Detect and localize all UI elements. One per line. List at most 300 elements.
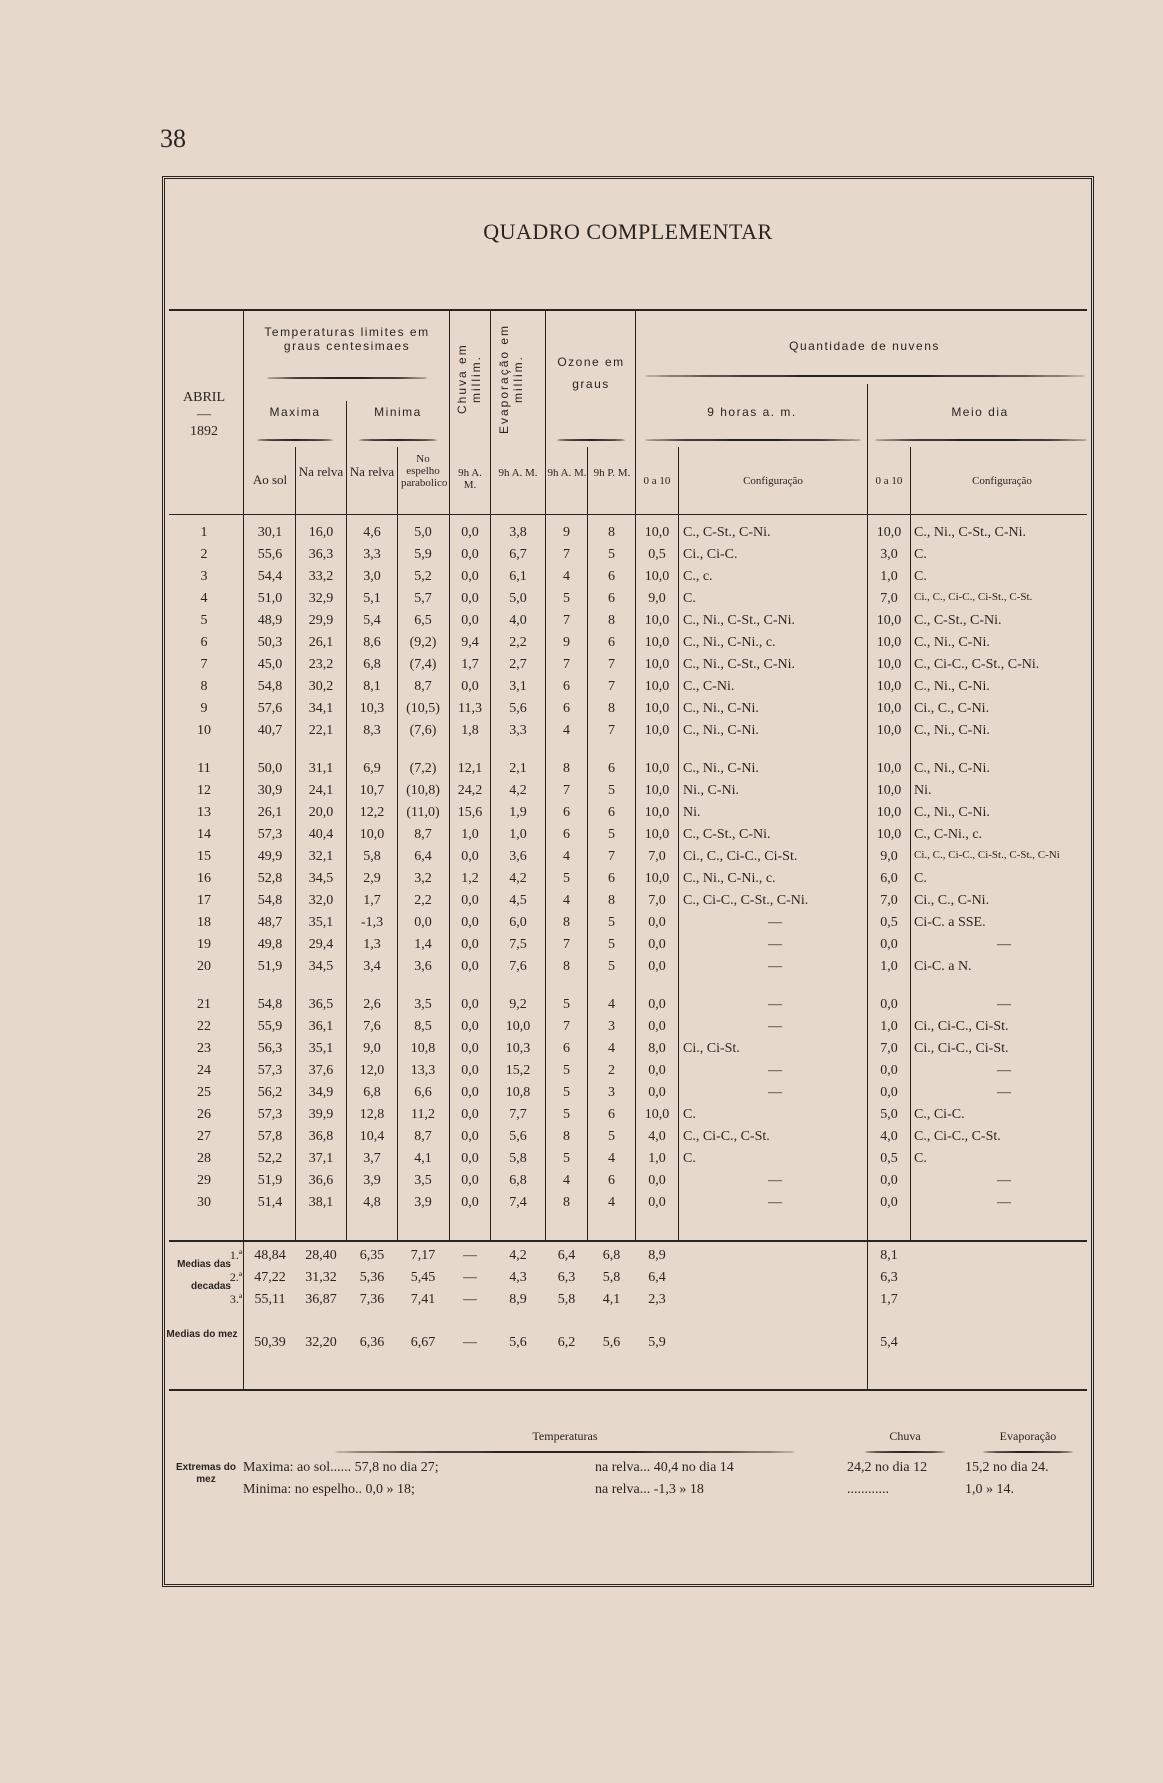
cell: 33,2 xyxy=(308,569,334,584)
cell: 4,6 xyxy=(363,525,381,540)
cell: 10,8 xyxy=(410,1041,436,1056)
cell: — xyxy=(463,1248,477,1263)
cell: C., Ni., C-St., C-Ni. xyxy=(914,525,1027,540)
cell: 10,0 xyxy=(876,679,902,694)
cell: — xyxy=(463,1335,477,1350)
cell: 0,0 xyxy=(461,997,479,1012)
table-frame xyxy=(162,176,1094,1587)
cell: 5 xyxy=(563,1063,570,1078)
cell: 34,1 xyxy=(308,701,334,716)
cell: 10,0 xyxy=(876,525,902,540)
table-row xyxy=(165,723,1091,745)
cell: 3,2 xyxy=(414,871,432,886)
cell: 1,7 xyxy=(461,657,479,672)
cell: 10,0 xyxy=(644,761,670,776)
extremas-evaporacao-header: Evaporação xyxy=(999,1429,1057,1443)
cell: — xyxy=(768,1233,782,1248)
rule-summary-bottom xyxy=(169,1389,1087,1391)
cell: 7 xyxy=(563,937,570,952)
cell: 0,0 xyxy=(461,679,479,694)
cell: 27 xyxy=(197,1129,211,1144)
cell: 3,3 xyxy=(509,723,527,738)
cell: 30,1 xyxy=(257,525,283,540)
cell: 51,4 xyxy=(257,1195,283,1210)
cell: 5,36 xyxy=(359,1270,385,1285)
cell: — xyxy=(768,959,782,974)
cell: 39,9 xyxy=(308,1107,334,1122)
cell: 5,7 xyxy=(414,591,432,606)
ozone-am-header: 9h A. M. xyxy=(547,467,587,479)
cell: 10,0 xyxy=(876,805,902,820)
cell: 50,39 xyxy=(254,1335,286,1350)
cell: 28 xyxy=(197,1151,211,1166)
cell: 3,3 xyxy=(363,547,381,562)
cell: 13,3 xyxy=(410,1063,436,1078)
cell: 7,17 xyxy=(410,1248,436,1263)
cell: 4,8 xyxy=(363,1195,381,1210)
cell: C., Ci-C., C-St., C-Ni. xyxy=(683,893,809,908)
cell: 50,0 xyxy=(257,761,283,776)
cell: 1,4 xyxy=(414,937,432,952)
cell: 26,1 xyxy=(257,805,283,820)
cell: 0,0 xyxy=(880,1195,898,1210)
cell: 35,1 xyxy=(308,1041,334,1056)
cell: 40,4 xyxy=(308,827,334,842)
cell: 22 xyxy=(197,1019,211,1034)
brace xyxy=(645,439,861,441)
cell: — xyxy=(768,997,782,1012)
cell: -1,3 xyxy=(360,915,384,930)
cell: 0,0 xyxy=(461,1173,479,1188)
cell: 38,1 xyxy=(308,1195,334,1210)
cell: 56,2 xyxy=(257,1085,283,1100)
cell: 7,0 xyxy=(648,849,666,864)
cell: — xyxy=(416,1233,430,1248)
cell: (7,6) xyxy=(409,723,437,738)
brace xyxy=(645,375,1085,377)
cell: 10,0 xyxy=(644,1107,670,1122)
cell: (7,2) xyxy=(409,761,437,776)
cell: 0,0 xyxy=(461,937,479,952)
cell: 14 xyxy=(197,827,211,842)
cell: 10,0 xyxy=(644,525,670,540)
cell: 48,9 xyxy=(257,613,283,628)
cell: 6 xyxy=(563,827,570,842)
cell: 2,2 xyxy=(414,893,432,908)
cell: 52,2 xyxy=(257,1151,283,1166)
cell: 3,9 xyxy=(363,1173,381,1188)
cell: 57,8 xyxy=(257,1129,283,1144)
cell: 29 xyxy=(197,1173,211,1188)
cell: 0,0 xyxy=(461,591,479,606)
cell: C., C-St., C-Ni. xyxy=(683,525,771,540)
extremas-label: Extremas do mez xyxy=(175,1462,237,1485)
table-row xyxy=(165,761,1091,783)
cell: 10,0 xyxy=(876,761,902,776)
cell: 0,0 xyxy=(880,1063,898,1078)
cell: Ci., C., Ci-C., Ci-St., C-St., C-Ni xyxy=(914,849,1060,861)
table-row xyxy=(165,1195,1091,1217)
cell: 0,0 xyxy=(880,1085,898,1100)
cell: 1,0 xyxy=(880,1019,898,1034)
cell: (10,8) xyxy=(406,783,440,798)
cell: 1,0 xyxy=(648,1151,666,1166)
cell: 7 xyxy=(608,723,615,738)
cell: 6,0 xyxy=(509,915,527,930)
cell: 12,8 xyxy=(359,1107,385,1122)
cell: 6 xyxy=(608,1173,615,1188)
cell: 12 xyxy=(197,783,211,798)
cell: 23,2 xyxy=(308,657,334,672)
cell: 10,0 xyxy=(644,871,670,886)
cell: — xyxy=(997,1195,1011,1210)
extrema-maxima-chuva: 24,2 no dia 12 xyxy=(847,1460,928,1475)
cell: 26 xyxy=(197,1107,211,1122)
cell: 2,2 xyxy=(509,635,527,650)
table-row xyxy=(165,805,1091,827)
cell: C. xyxy=(914,569,927,584)
cell: C., Ni., C-Ni. xyxy=(914,723,990,738)
cell: — xyxy=(463,1292,477,1307)
minima-header: Minima xyxy=(374,405,422,419)
cell: 2,3 xyxy=(648,1292,666,1307)
cell: 0,0 xyxy=(648,1195,666,1210)
cell: 31,1 xyxy=(308,761,334,776)
table-row xyxy=(165,1129,1091,1151)
cell: 3 xyxy=(608,1019,615,1034)
cell: 21 xyxy=(197,997,211,1012)
cell: 3,0 xyxy=(363,569,381,584)
cell: 8 xyxy=(563,1195,570,1210)
cell: 5 xyxy=(563,591,570,606)
cell: 0,0 xyxy=(461,1085,479,1100)
cell: 1,0 xyxy=(461,827,479,842)
cell: 5,4 xyxy=(363,613,381,628)
cell: 7,0 xyxy=(880,893,898,908)
cell: 5 xyxy=(608,937,615,952)
cell: 1,8 xyxy=(461,723,479,738)
cell: 31,32 xyxy=(305,1270,337,1285)
cell: 8 xyxy=(563,959,570,974)
cell: 37,6 xyxy=(308,1063,334,1078)
cell: 48,7 xyxy=(257,915,283,930)
cell: C., C-St., C-Ni. xyxy=(683,827,771,842)
cell: 0,5 xyxy=(880,915,898,930)
table-row xyxy=(165,783,1091,805)
cell: 0,0 xyxy=(648,997,666,1012)
cell: 1,7 xyxy=(363,893,381,908)
cell: 7 xyxy=(563,547,570,562)
cell: 30,9 xyxy=(257,783,283,798)
cell: 7,6 xyxy=(509,959,527,974)
cell: 57,3 xyxy=(257,1107,283,1122)
cell: 32,20 xyxy=(305,1335,337,1350)
table-row xyxy=(165,1151,1091,1173)
temperature-group-header: Temperaturas limites em graus centesimaes xyxy=(264,325,430,353)
table-title: QUADRO COMPLEMENTAR xyxy=(483,219,773,244)
cell: 0,0 xyxy=(461,547,479,562)
escala-9h-header: 0 a 10 xyxy=(643,475,671,487)
cell: 2,9 xyxy=(363,871,381,886)
cell: C., Ci-C., C-St., C-Ni. xyxy=(914,657,1040,672)
cell: 0,0 xyxy=(648,1019,666,1034)
cell: 7,0 xyxy=(648,893,666,908)
brace xyxy=(865,1451,945,1453)
cell: 7,36 xyxy=(359,1292,385,1307)
cell: 10 xyxy=(197,723,211,738)
cell: 6 xyxy=(563,805,570,820)
cell: 8,7 xyxy=(414,1129,432,1144)
cell: 5,1 xyxy=(363,591,381,606)
cell: C., C-St., C-Ni. xyxy=(914,613,1002,628)
cell: 5,0 xyxy=(509,591,527,606)
decada-row xyxy=(165,1248,1091,1270)
cell: 5 xyxy=(563,1107,570,1122)
cell: 8,1 xyxy=(880,1248,898,1263)
cell: 52,8 xyxy=(257,871,283,886)
cell: 6,4 xyxy=(557,1248,576,1263)
cell: 8,6 xyxy=(363,635,381,650)
cell: 8 xyxy=(608,893,615,908)
cell: 56,3 xyxy=(257,1041,283,1056)
cell: — xyxy=(511,1233,525,1248)
cell: — xyxy=(604,1233,619,1248)
cell: 2,1 xyxy=(509,761,527,776)
cell: 6,2 xyxy=(557,1335,576,1350)
cell: 0,0 xyxy=(648,1063,666,1078)
cell: 5,6 xyxy=(509,701,527,716)
extrema-minima-evap: 1,0 » 14. xyxy=(965,1482,1014,1497)
cell: C. xyxy=(683,1151,696,1166)
cell: 45,0 xyxy=(257,657,283,672)
cell: C. xyxy=(914,547,927,562)
cell: 8 xyxy=(200,679,208,694)
brace xyxy=(359,439,437,441)
cell: 7 xyxy=(608,679,615,694)
cell: — xyxy=(768,1173,782,1188)
cell: 5 xyxy=(563,997,570,1012)
cell: 4 xyxy=(608,1151,615,1166)
cell: C. xyxy=(914,1151,927,1166)
extrema-maxima-evap: 15,2 no dia 24. xyxy=(965,1460,1049,1475)
cell: 37,1 xyxy=(308,1151,334,1166)
cell: 8 xyxy=(563,1129,570,1144)
cell: — xyxy=(997,1085,1011,1100)
medias-decadas-label: Medias das decadas xyxy=(177,1259,231,1292)
cell: 0,0 xyxy=(461,849,479,864)
cell: 6 xyxy=(608,871,615,886)
na-relva-max-header: Na relva xyxy=(298,464,344,479)
nove-horas-header: 9 horas a. m. xyxy=(707,405,797,419)
cell: 20,0 xyxy=(308,805,334,820)
cell: 24 xyxy=(197,1063,211,1078)
table-row xyxy=(165,1107,1091,1129)
cell: — xyxy=(882,1233,896,1248)
cell: 0,0 xyxy=(648,1173,666,1188)
cell: 4,5 xyxy=(509,893,527,908)
cell: 6,3 xyxy=(880,1270,898,1285)
cell: 6 xyxy=(563,679,570,694)
cell: Ci., C., Ci-C., Ci-St. xyxy=(683,849,798,864)
cell: Ci., C., Ci-C., Ci-St., C-St. xyxy=(914,591,1033,603)
cell: 32,0 xyxy=(308,893,334,908)
cell: 5,8 xyxy=(509,1151,527,1166)
table-row xyxy=(165,959,1091,981)
cell: 7,7 xyxy=(509,1107,527,1122)
cell: (11,0) xyxy=(406,805,440,820)
cell: 36,3 xyxy=(308,547,334,562)
decada-row xyxy=(165,1292,1091,1314)
cell: 4 xyxy=(563,723,570,738)
cell: 55,6 xyxy=(257,547,283,562)
cell: 8 xyxy=(608,701,615,716)
ozone-pm-header: 9h P. M. xyxy=(593,467,631,479)
cell: 10,0 xyxy=(644,805,670,820)
brace xyxy=(335,1451,795,1453)
table-row xyxy=(165,1063,1091,1085)
cell: 32,1 xyxy=(308,849,334,864)
cell: Ni. xyxy=(914,783,932,798)
cell: 12,0 xyxy=(359,1063,385,1078)
cell: 26,1 xyxy=(308,635,334,650)
medias-mez-label: Medias do mez xyxy=(166,1329,238,1340)
table-row xyxy=(165,915,1091,937)
cell: 5,4 xyxy=(880,1335,898,1350)
cell: 7,5 xyxy=(509,937,527,952)
table-row xyxy=(165,635,1091,657)
cell: 0,0 xyxy=(461,1129,479,1144)
cell: C., Ni., C-Ni. xyxy=(914,635,990,650)
cell: 3,1 xyxy=(509,679,527,694)
cell: — xyxy=(997,997,1011,1012)
brace xyxy=(267,377,427,379)
month-header: ABRIL — 1892 xyxy=(183,390,225,439)
cell: 4,0 xyxy=(509,613,527,628)
cell: 10,0 xyxy=(644,613,670,628)
cell: 1,9 xyxy=(509,805,527,820)
cell: 6 xyxy=(608,761,615,776)
cell: 17 xyxy=(197,893,211,908)
cell: 7 xyxy=(563,783,570,798)
cell: 10,0 xyxy=(876,613,902,628)
table-row xyxy=(165,893,1091,915)
cell: 22,1 xyxy=(308,723,334,738)
nuvens-header: Quantidade de nuvens xyxy=(789,339,940,353)
cell: 0,0 xyxy=(880,937,898,952)
extremas-chuva-header: Chuva xyxy=(889,1429,921,1443)
cell: 5,6 xyxy=(509,1129,527,1144)
brace xyxy=(557,439,625,441)
cell: C., c. xyxy=(683,569,713,584)
cell: 4,1 xyxy=(414,1151,432,1166)
cell: 29,9 xyxy=(308,613,334,628)
cell: 28,40 xyxy=(305,1248,337,1263)
cell: 10,3 xyxy=(359,701,385,716)
table-row xyxy=(165,1019,1091,1041)
table-row xyxy=(165,937,1091,959)
cell: C., Ci-C., C-St. xyxy=(914,1129,1001,1144)
cell: 57,3 xyxy=(257,1063,283,1078)
cell: 7 xyxy=(563,1019,570,1034)
cell: 8,5 xyxy=(414,1019,432,1034)
cell: 1,0 xyxy=(880,569,898,584)
cell: 8,9 xyxy=(648,1248,666,1263)
cell: C., C-Ni., c. xyxy=(914,827,983,842)
extrema-maxima-relva: na relva... 40,4 no dia 14 xyxy=(595,1460,734,1475)
cell: 5,8 xyxy=(363,849,381,864)
cell: 10,0 xyxy=(876,783,902,798)
cell: 9,2 xyxy=(509,997,527,1012)
cell: 15,2 xyxy=(505,1063,531,1078)
cell: 3 xyxy=(608,1085,615,1100)
cell: 19 xyxy=(197,937,211,952)
cell: 8,3 xyxy=(363,723,381,738)
cell: — xyxy=(997,1173,1011,1188)
cell: 0,0 xyxy=(461,525,479,540)
cell: 20 xyxy=(197,959,211,974)
cell: 6,5 xyxy=(414,613,432,628)
cell: 9,4 xyxy=(461,635,479,650)
cell: — xyxy=(768,1063,782,1078)
cell: 3,6 xyxy=(414,959,432,974)
cell: — xyxy=(650,1233,664,1248)
cell: — xyxy=(997,937,1011,952)
cell: 10,0 xyxy=(644,679,670,694)
cell: 5,8 xyxy=(602,1270,621,1285)
cell: 6,7 xyxy=(509,547,527,562)
cell: 5 xyxy=(200,613,208,628)
cell: 18 xyxy=(197,915,211,930)
cell: 8,1 xyxy=(363,679,381,694)
evap-hour-header: 9h A. M. xyxy=(498,467,538,479)
cell: 4 xyxy=(608,1041,615,1056)
cell: (10,5) xyxy=(406,701,440,716)
cell: 5 xyxy=(563,1085,570,1100)
cell: 10,0 xyxy=(644,827,670,842)
cell: 5 xyxy=(608,827,615,842)
table-row xyxy=(165,827,1091,849)
cell: 15,6 xyxy=(457,805,483,820)
cell: Ni., C-Ni. xyxy=(683,783,739,798)
cell: 4,2 xyxy=(509,871,527,886)
cell: C., Ni., C-Ni. xyxy=(914,805,990,820)
cell: 47,22 xyxy=(254,1270,286,1285)
cell: 8 xyxy=(563,915,570,930)
table-row xyxy=(165,1173,1091,1195)
cell: 5 xyxy=(608,1129,615,1144)
cell: C., Ni., C-Ni., c. xyxy=(683,871,776,886)
cell: Ci-C. a SSE. xyxy=(914,915,986,930)
cell: 54,8 xyxy=(257,679,283,694)
cell: 10,0 xyxy=(644,635,670,650)
cell: 0,0 xyxy=(648,915,666,930)
cell: 34,9 xyxy=(308,1085,334,1100)
extremas-temperaturas-header: Temperaturas xyxy=(532,1429,598,1443)
cell: 9 xyxy=(563,635,570,650)
cell: 6,8 xyxy=(363,1085,381,1100)
extrema-minima: Minima: no espelho.. 0,0 » 18; xyxy=(243,1482,415,1497)
cell: 5 xyxy=(608,547,615,562)
cell: Ci., Ci-C. xyxy=(683,547,738,562)
cell: — xyxy=(768,937,782,952)
rule-subheader-bottom xyxy=(169,514,1087,515)
cell: 10,0 xyxy=(876,635,902,650)
cell: Ci., C., C-Ni. xyxy=(914,701,990,716)
cell: 4 xyxy=(608,997,615,1012)
cell: 12,1 xyxy=(457,761,483,776)
cell: 6,1 xyxy=(509,569,527,584)
cell: 6 xyxy=(608,591,615,606)
